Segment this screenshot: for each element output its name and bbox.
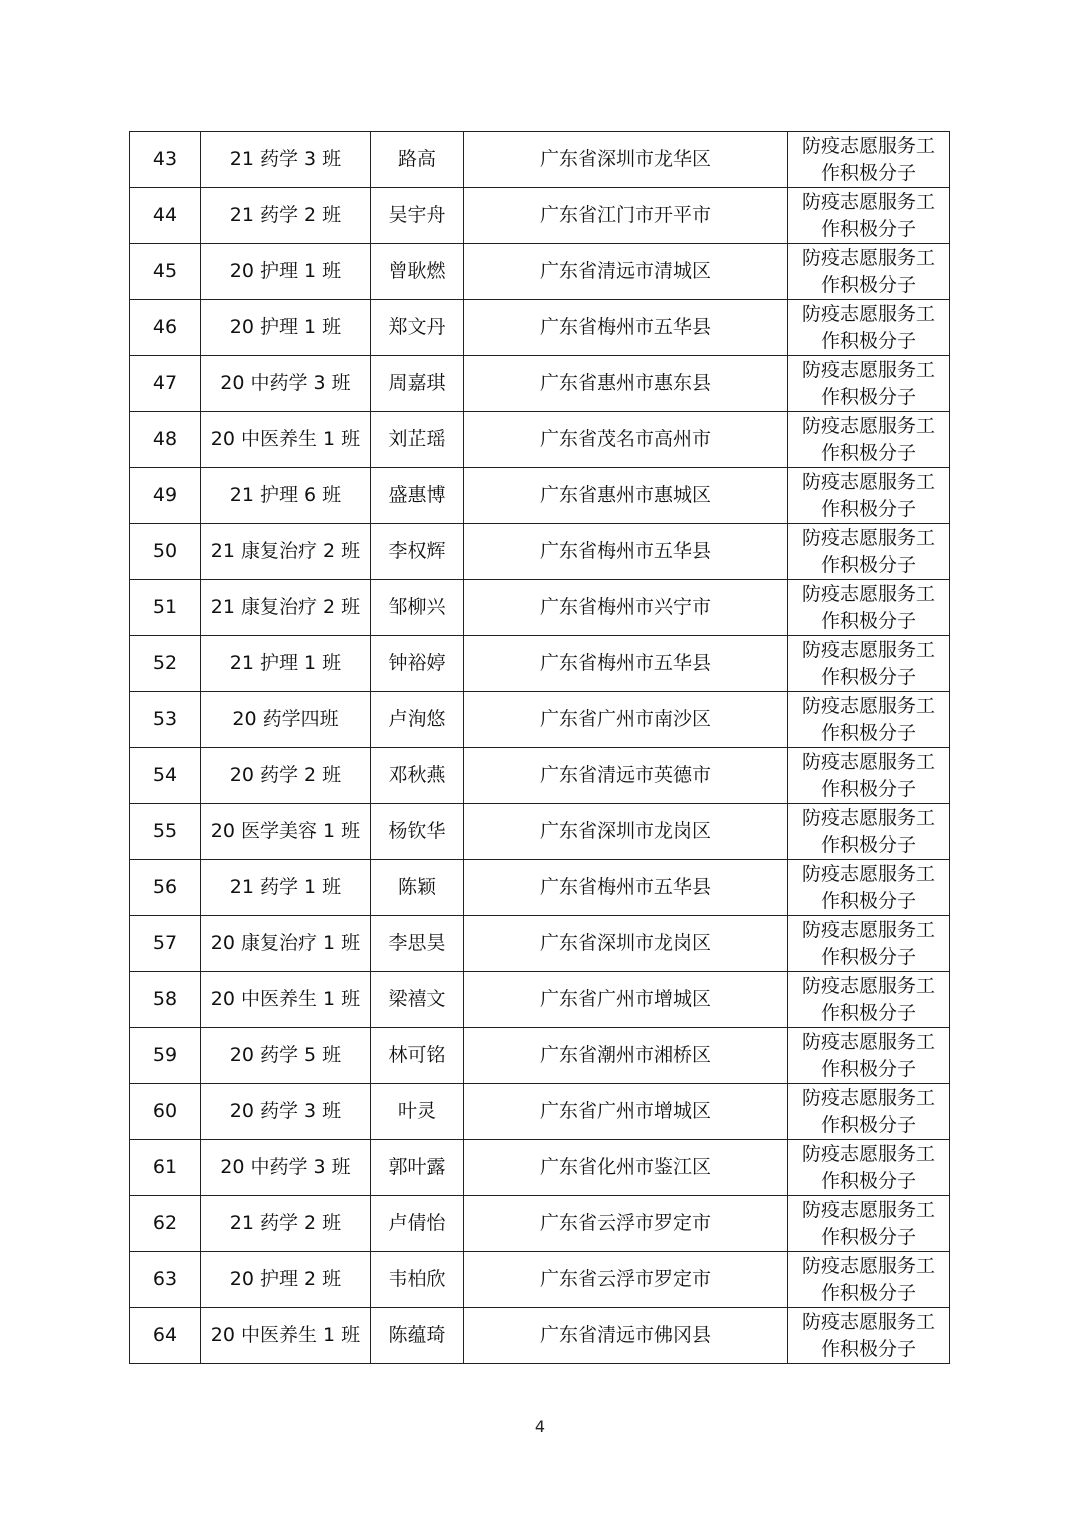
- row-number: 58: [130, 972, 201, 1028]
- honor-line-2: 作积极分子: [820, 553, 916, 576]
- hometown: 广东省云浮市罗定市: [464, 1252, 788, 1308]
- hometown: 广东省惠州市惠东县: [464, 356, 788, 412]
- table-row: [130, 188, 950, 244]
- table-row: [130, 132, 950, 188]
- table-row: [130, 860, 950, 916]
- honor-line-2: 作积极分子: [820, 945, 916, 968]
- student-name: 梁禧文: [371, 972, 464, 1028]
- honor-line-2: 作积极分子: [820, 1113, 916, 1136]
- table-row: [130, 1140, 950, 1196]
- class-name: 21 药学 2 班: [201, 188, 371, 244]
- honor-line-1: 防疫志愿服务工: [801, 1142, 935, 1165]
- table-row: [130, 468, 950, 524]
- honor-title: [788, 468, 950, 524]
- row-number: 63: [130, 1252, 201, 1308]
- student-name: 郑文丹: [371, 300, 464, 356]
- honor-title: [788, 188, 950, 244]
- student-name: 郭叶露: [371, 1140, 464, 1196]
- row-number: 51: [130, 580, 201, 636]
- hometown: 广东省梅州市五华县: [464, 524, 788, 580]
- class-name: 20 药学 5 班: [201, 1028, 371, 1084]
- table-row: [130, 748, 950, 804]
- hometown: 广东省深圳市龙岗区: [464, 916, 788, 972]
- table-row: [130, 1196, 950, 1252]
- row-number: 60: [130, 1084, 201, 1140]
- class-name: 21 药学 1 班: [201, 860, 371, 916]
- hometown: 广东省深圳市龙华区: [464, 132, 788, 188]
- hometown: 广东省梅州市五华县: [464, 636, 788, 692]
- row-number: 43: [130, 132, 201, 188]
- honor-title: [788, 1196, 950, 1252]
- class-name: 20 护理 1 班: [201, 300, 371, 356]
- hometown: 广东省江门市开平市: [464, 188, 788, 244]
- hometown: 广东省惠州市惠城区: [464, 468, 788, 524]
- student-name: 卢洵悠: [371, 692, 464, 748]
- honor-line-2: 作积极分子: [820, 721, 916, 744]
- table-row: [130, 244, 950, 300]
- row-number: 54: [130, 748, 201, 804]
- row-number: 59: [130, 1028, 201, 1084]
- table-row: [130, 692, 950, 748]
- student-name: 卢倩怡: [371, 1196, 464, 1252]
- page-number: 4: [534, 1417, 546, 1436]
- class-name: 20 护理 2 班: [201, 1252, 371, 1308]
- row-number: 50: [130, 524, 201, 580]
- hometown: 广东省梅州市兴宁市: [464, 580, 788, 636]
- table-row: [130, 1252, 950, 1308]
- honor-title: [788, 1140, 950, 1196]
- class-name: 20 药学四班: [201, 692, 371, 748]
- honor-line-1: 防疫志愿服务工: [801, 806, 935, 829]
- honor-line-2: 作积极分子: [820, 1057, 916, 1080]
- hometown: 广东省广州市南沙区: [464, 692, 788, 748]
- class-name: 21 康复治疗 2 班: [201, 524, 371, 580]
- honor-title: [788, 244, 950, 300]
- row-number: 53: [130, 692, 201, 748]
- hometown: 广东省梅州市五华县: [464, 860, 788, 916]
- table-row: [130, 356, 950, 412]
- honor-line-1: 防疫志愿服务工: [801, 862, 935, 885]
- honor-line-2: 作积极分子: [820, 1169, 916, 1192]
- table-row: [130, 300, 950, 356]
- honor-line-1: 防疫志愿服务工: [801, 974, 935, 997]
- row-number: 44: [130, 188, 201, 244]
- honor-title: [788, 636, 950, 692]
- honor-title: [788, 692, 950, 748]
- class-name: 21 康复治疗 2 班: [201, 580, 371, 636]
- honor-line-1: 防疫志愿服务工: [801, 1198, 935, 1221]
- hometown: 广东省清远市英德市: [464, 748, 788, 804]
- honor-title: [788, 860, 950, 916]
- hometown: 广东省潮州市湘桥区: [464, 1028, 788, 1084]
- honor-title: [788, 1308, 950, 1364]
- honor-line-1: 防疫志愿服务工: [801, 638, 935, 661]
- row-number: 57: [130, 916, 201, 972]
- honor-title: [788, 972, 950, 1028]
- student-name: 邓秋燕: [371, 748, 464, 804]
- hometown: 广东省深圳市龙岗区: [464, 804, 788, 860]
- honor-line-1: 防疫志愿服务工: [801, 1254, 935, 1277]
- honor-line-1: 防疫志愿服务工: [801, 414, 935, 437]
- honor-line-1: 防疫志愿服务工: [801, 582, 935, 605]
- class-name: 20 康复治疗 1 班: [201, 916, 371, 972]
- table-row: [130, 412, 950, 468]
- honor-line-2: 作积极分子: [820, 441, 916, 464]
- table-row: [130, 636, 950, 692]
- honor-title: [788, 1252, 950, 1308]
- honor-line-2: 作积极分子: [820, 833, 916, 856]
- hometown: 广东省广州市增城区: [464, 972, 788, 1028]
- honor-title: [788, 748, 950, 804]
- hometown: 广东省梅州市五华县: [464, 300, 788, 356]
- student-name: 吴宇舟: [371, 188, 464, 244]
- honor-line-1: 防疫志愿服务工: [801, 470, 935, 493]
- honor-line-2: 作积极分子: [820, 889, 916, 912]
- student-name: 李思昊: [371, 916, 464, 972]
- table-body: [130, 132, 950, 1364]
- honor-title: [788, 804, 950, 860]
- student-name: 周嘉琪: [371, 356, 464, 412]
- honor-line-1: 防疫志愿服务工: [801, 302, 935, 325]
- row-number: 47: [130, 356, 201, 412]
- table-row: [130, 972, 950, 1028]
- class-name: 21 药学 3 班: [201, 132, 371, 188]
- hometown: 广东省化州市鉴江区: [464, 1140, 788, 1196]
- honor-title: [788, 356, 950, 412]
- class-name: 20 医学美容 1 班: [201, 804, 371, 860]
- honor-title: [788, 1028, 950, 1084]
- row-number: 49: [130, 468, 201, 524]
- honor-line-1: 防疫志愿服务工: [801, 1310, 935, 1333]
- class-name: 21 护理 1 班: [201, 636, 371, 692]
- honor-line-2: 作积极分子: [820, 1337, 916, 1360]
- hometown: 广东省清远市佛冈县: [464, 1308, 788, 1364]
- honor-line-1: 防疫志愿服务工: [801, 526, 935, 549]
- class-name: 20 药学 2 班: [201, 748, 371, 804]
- honor-title: [788, 1084, 950, 1140]
- student-name: 林可铭: [371, 1028, 464, 1084]
- honor-line-1: 防疫志愿服务工: [801, 134, 935, 157]
- honor-line-2: 作积极分子: [820, 1281, 916, 1304]
- row-number: 55: [130, 804, 201, 860]
- row-number: 46: [130, 300, 201, 356]
- table-row: [130, 1028, 950, 1084]
- row-number: 62: [130, 1196, 201, 1252]
- hometown: 广东省清远市清城区: [464, 244, 788, 300]
- student-name: 曾耿燃: [371, 244, 464, 300]
- honor-line-2: 作积极分子: [820, 161, 916, 184]
- table-row: [130, 524, 950, 580]
- row-number: 45: [130, 244, 201, 300]
- honor-title: [788, 412, 950, 468]
- honor-line-1: 防疫志愿服务工: [801, 246, 935, 269]
- hometown: 广东省茂名市高州市: [464, 412, 788, 468]
- row-number: 48: [130, 412, 201, 468]
- student-name: 杨钦华: [371, 804, 464, 860]
- student-name: 盛惠博: [371, 468, 464, 524]
- table-row: [130, 1084, 950, 1140]
- row-number: 64: [130, 1308, 201, 1364]
- student-name: 陈蕴琦: [371, 1308, 464, 1364]
- class-name: 21 护理 6 班: [201, 468, 371, 524]
- honor-line-2: 作积极分子: [820, 273, 916, 296]
- class-name: 20 中医养生 1 班: [201, 1308, 371, 1364]
- hometown: 广东省广州市增城区: [464, 1084, 788, 1140]
- table-row: [130, 804, 950, 860]
- honor-title: [788, 524, 950, 580]
- honor-line-1: 防疫志愿服务工: [801, 190, 935, 213]
- honor-title: [788, 300, 950, 356]
- honor-line-1: 防疫志愿服务工: [801, 1086, 935, 1109]
- class-name: 20 中医养生 1 班: [201, 972, 371, 1028]
- class-name: 20 中医养生 1 班: [201, 412, 371, 468]
- honor-title: [788, 916, 950, 972]
- honor-title: [788, 132, 950, 188]
- table-row: [130, 916, 950, 972]
- student-name: 韦柏欣: [371, 1252, 464, 1308]
- student-name: 刘芷瑶: [371, 412, 464, 468]
- class-name: 20 中药学 3 班: [201, 356, 371, 412]
- honor-line-2: 作积极分子: [820, 609, 916, 632]
- honor-line-2: 作积极分子: [820, 777, 916, 800]
- student-name: 李权辉: [371, 524, 464, 580]
- student-name: 钟裕婷: [371, 636, 464, 692]
- student-name: 路高: [371, 132, 464, 188]
- honor-line-1: 防疫志愿服务工: [801, 750, 935, 773]
- row-number: 61: [130, 1140, 201, 1196]
- row-number: 56: [130, 860, 201, 916]
- class-name: 20 中药学 3 班: [201, 1140, 371, 1196]
- honor-line-2: 作积极分子: [820, 497, 916, 520]
- honor-line-1: 防疫志愿服务工: [801, 694, 935, 717]
- volunteer-honor-table: [129, 131, 950, 1364]
- honor-line-1: 防疫志愿服务工: [801, 358, 935, 381]
- table-row: [130, 1308, 950, 1364]
- hometown: 广东省云浮市罗定市: [464, 1196, 788, 1252]
- student-name: 叶灵: [371, 1084, 464, 1140]
- class-name: 21 药学 2 班: [201, 1196, 371, 1252]
- table-row: [130, 580, 950, 636]
- class-name: 20 护理 1 班: [201, 244, 371, 300]
- honor-line-2: 作积极分子: [820, 329, 916, 352]
- honor-line-2: 作积极分子: [820, 217, 916, 240]
- student-name: 邹柳兴: [371, 580, 464, 636]
- class-name: 20 药学 3 班: [201, 1084, 371, 1140]
- honor-line-2: 作积极分子: [820, 1225, 916, 1248]
- honor-line-2: 作积极分子: [820, 665, 916, 688]
- honor-title: [788, 580, 950, 636]
- honor-line-1: 防疫志愿服务工: [801, 1030, 935, 1053]
- honor-line-1: 防疫志愿服务工: [801, 918, 935, 941]
- student-name: 陈颖: [371, 860, 464, 916]
- honor-line-2: 作积极分子: [820, 385, 916, 408]
- row-number: 52: [130, 636, 201, 692]
- honor-line-2: 作积极分子: [820, 1001, 916, 1024]
